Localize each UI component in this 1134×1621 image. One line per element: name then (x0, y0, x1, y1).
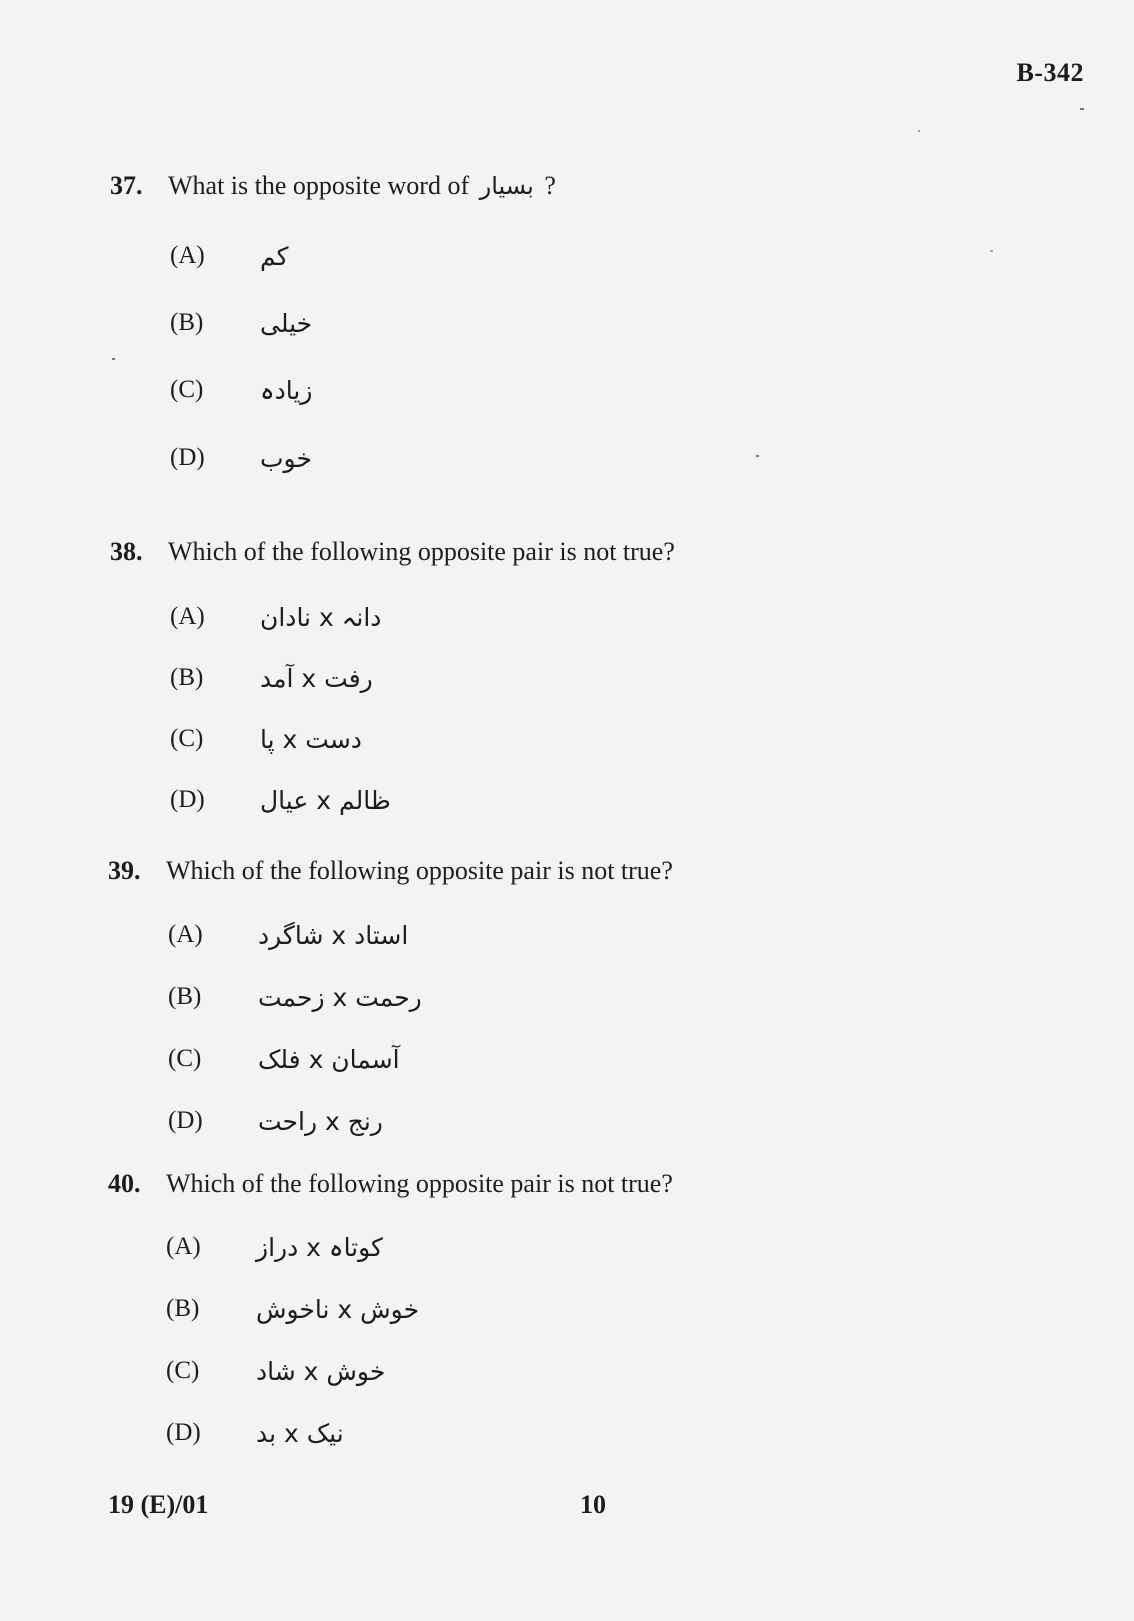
option-label: (D) (166, 1419, 201, 1446)
option-label: (C) (166, 1357, 200, 1384)
option-label: (D) (170, 444, 205, 471)
option-label: (A) (166, 1233, 201, 1260)
option-b[interactable] (170, 301, 312, 345)
option-d[interactable] (170, 436, 312, 480)
scan-speck (918, 130, 920, 132)
option-label: (A) (170, 603, 205, 630)
option-c[interactable] (168, 1037, 400, 1081)
option-text: دانہ x نادان (260, 602, 382, 632)
option-text: خیلی (260, 308, 313, 338)
question-number: 39. (108, 856, 141, 885)
option-text: رنج x راحت (258, 1106, 383, 1136)
option-label: (A) (168, 921, 203, 948)
option-label: (B) (168, 983, 202, 1010)
option-d[interactable] (170, 778, 391, 822)
option-c[interactable] (170, 368, 312, 412)
booklet-code: B-342 (1016, 58, 1084, 87)
footer-code: 19 (E)/01 (108, 1490, 209, 1519)
option-b[interactable] (168, 975, 422, 1019)
option-text: استاد x شاگرد (258, 920, 409, 950)
question-text: Which of the following opposite pair is not true? (166, 1169, 673, 1198)
option-text: زیادہ (260, 375, 313, 405)
question-text: Which of the following opposite pair is not true? (168, 537, 675, 566)
option-c[interactable] (170, 717, 362, 761)
option-a[interactable] (170, 595, 381, 639)
option-d[interactable] (168, 1099, 383, 1143)
scan-speck (1080, 108, 1084, 110)
option-b[interactable] (166, 1287, 419, 1331)
scan-speck (112, 358, 115, 360)
page-number: 10 (580, 1490, 606, 1519)
option-text: رفت x آمد (260, 663, 373, 693)
question-number: 38. (110, 537, 143, 566)
option-label: (C) (168, 1045, 202, 1072)
option-text: دست x پا (260, 724, 362, 754)
scan-speck (990, 250, 993, 252)
question-text-urdu: بسیار (479, 172, 534, 200)
option-text: خوب (260, 443, 312, 473)
option-text: خوش x شاد (256, 1356, 386, 1386)
option-text: آسمان x فلک (258, 1044, 400, 1074)
option-text: خوش x ناخوش (256, 1294, 420, 1324)
option-text: کوتاہ x دراز (256, 1232, 383, 1262)
option-label: (B) (170, 664, 204, 691)
option-a[interactable] (170, 234, 289, 278)
option-text: نیک x بد (256, 1418, 344, 1448)
question-number: 40. (108, 1169, 141, 1198)
option-label: (C) (170, 376, 204, 403)
option-label: (B) (170, 309, 204, 336)
option-text: ظالم x عیال (260, 785, 391, 815)
question-mark: ? (544, 171, 556, 200)
option-text: کم (260, 241, 289, 271)
option-label: (D) (168, 1107, 203, 1134)
question-number: 37. (110, 171, 143, 200)
option-a[interactable] (166, 1225, 383, 1269)
option-d[interactable] (166, 1411, 344, 1455)
question-text (168, 171, 556, 201)
option-c[interactable] (166, 1349, 385, 1393)
option-label: (B) (166, 1295, 200, 1322)
question-text-english: What is the opposite word of (168, 171, 470, 200)
option-label: (D) (170, 786, 205, 813)
option-label: (A) (170, 242, 205, 269)
scan-speck (756, 455, 759, 457)
option-text: رحمت x زحمت (258, 982, 422, 1012)
question-text: Which of the following opposite pair is not true? (166, 856, 673, 885)
option-a[interactable] (168, 913, 408, 957)
option-b[interactable] (170, 656, 373, 700)
option-label: (C) (170, 725, 204, 752)
